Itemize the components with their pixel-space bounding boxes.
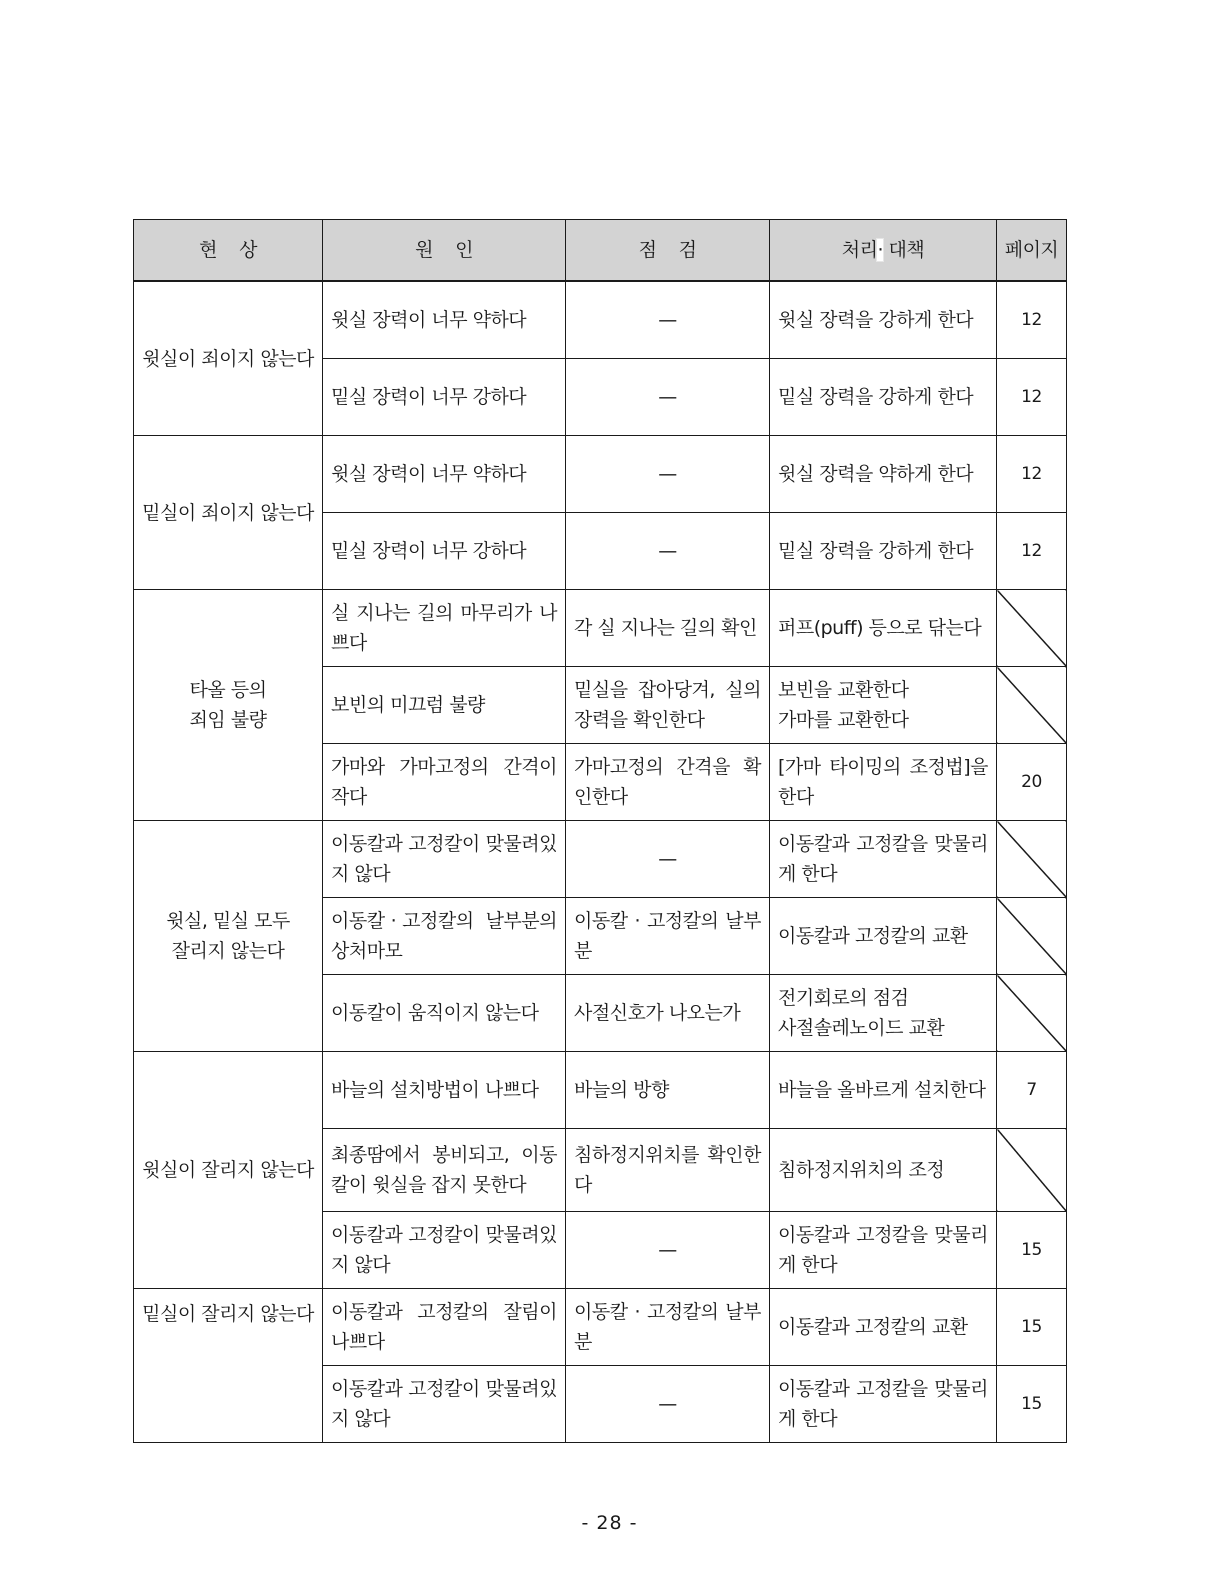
remedy-cell [770, 359, 997, 436]
check-cell: — [566, 821, 770, 898]
cause-cell: 이동칼과 고정칼이 맞물려있지 않다 [323, 821, 566, 898]
table-row [134, 1289, 1067, 1366]
cause-cell: 이동칼 · 고정칼의 날부분의 상처마모 [323, 898, 566, 975]
cause-cell: 바늘의 설치방법이 나쁘다 [323, 1052, 566, 1129]
check-cell: — [566, 436, 770, 513]
remedy-text: 밑실 장력을 강하게 한다 [778, 386, 974, 408]
group-phenomenon-line1: 타올 등의 [189, 679, 267, 701]
check-cell: 바늘의 방향 [566, 1052, 770, 1129]
page-cell: 7 [997, 1052, 1067, 1129]
page-cell: 20 [997, 744, 1067, 821]
page-cell: 12 [997, 436, 1067, 513]
remedy-cell: 이동칼과 고정칼을 맞물리게 한다 [770, 1366, 997, 1443]
troubleshooting-table [133, 219, 1067, 1443]
cause-cell: 윗실 장력이 너무 약하다 [323, 436, 566, 513]
remedy-cell [770, 975, 997, 1052]
check-cell: — [566, 1366, 770, 1443]
check-cell: 침하정지위치를 확인한다 [566, 1129, 770, 1212]
group-phenomenon: 윗실이 죄이지 않는다 [134, 281, 323, 436]
table-row [134, 590, 1067, 667]
table-row [134, 821, 1067, 898]
cause-cell: 가마와 가마고정의 간격이 작다 [323, 744, 566, 821]
remedy-cell: 이동칼과 고정칼을 맞물리게 한다 [770, 821, 997, 898]
remedy-text: 윗실 장력을 강하게 한다 [778, 309, 974, 331]
page-number: - 28 - [581, 1512, 638, 1534]
check-cell: — [566, 359, 770, 436]
cause-cell: 윗실 장력이 너무 약하다 [323, 281, 566, 359]
table-header-row [134, 220, 1067, 282]
cause-cell: 이동칼이 움직이지 않는다 [323, 975, 566, 1052]
remedy-cell: 이동칼과 고정칼을 맞물리게 한다 [770, 1212, 997, 1289]
cause-cell: 이동칼과 고정칼이 맞물려있지 않다 [323, 1212, 566, 1289]
page-cell: 12 [997, 513, 1067, 590]
remedy-cell: 퍼프(puff) 등으로 닦는다 [770, 590, 997, 667]
check-cell: 각 실 지나는 길의 확인 [566, 590, 770, 667]
check-cell: 이동칼 · 고정칼의 날부분 [566, 898, 770, 975]
remedy-line1: 전기회로의 점검 [778, 987, 909, 1009]
header-remedy-dot: · [877, 239, 883, 261]
remedy-cell: 이동칼과 고정칼의 교환 [770, 898, 997, 975]
header-page: 페이지 [997, 220, 1067, 282]
header-check: 점 검 [566, 220, 770, 282]
check-cell: — [566, 1212, 770, 1289]
group-phenomenon: 밑실이 죄이지 않는다 [134, 436, 323, 590]
remedy-line1: 보빈을 교환한다 [778, 679, 909, 701]
table-row [134, 436, 1067, 513]
page-cell: 15 [997, 1212, 1067, 1289]
remedy-cell: 바늘을 올바르게 설치한다 [770, 1052, 997, 1129]
header-cause: 원 인 [323, 220, 566, 282]
page-cell-empty [997, 975, 1067, 1052]
group-phenomenon-line2: 죄임 불량 [189, 709, 267, 731]
page-cell: 15 [997, 1366, 1067, 1443]
cause-cell: 보빈의 미끄럼 불량 [323, 667, 566, 744]
remedy-line2: 가마를 교환한다 [778, 709, 909, 731]
check-cell: — [566, 513, 770, 590]
header-remedy-b: 대책 [883, 239, 925, 261]
group-phenomenon-line1: 윗실, 밑실 모두 [166, 910, 290, 932]
remedy-cell [770, 436, 997, 513]
remedy-cell: [가마 타이밍의 조정법]을 한다 [770, 744, 997, 821]
page-cell: 15 [997, 1289, 1067, 1366]
group-phenomenon [134, 1289, 323, 1443]
check-cell: 밑실을 잡아당겨, 실의 장력을 확인한다 [566, 667, 770, 744]
remedy-cell: 이동칼과 고정칼의 교환 [770, 1289, 997, 1366]
page-cell-empty [997, 821, 1067, 898]
cause-cell: 최종땀에서 봉비되고, 이동칼이 윗실을 잡지 못한다 [323, 1129, 566, 1212]
remedy-line2: 사절솔레노이드 교환 [778, 1017, 945, 1039]
remedy-cell [770, 281, 997, 359]
page-cell: 12 [997, 281, 1067, 359]
header-remedy-a: 처리 [841, 239, 878, 261]
remedy-text: 윗실 장력을 약하게 한다 [778, 463, 974, 485]
table-row [134, 1052, 1067, 1129]
check-cell: — [566, 281, 770, 359]
table-row [134, 281, 1067, 359]
remedy-text: 밑실 장력을 강하게 한다 [778, 540, 974, 562]
group-phenomenon-line2: 잘리지 않는다 [171, 940, 285, 962]
group-phenomenon [134, 821, 323, 1052]
group-phenomenon: 윗실이 잘리지 않는다 [134, 1052, 323, 1289]
cause-cell: 밑실 장력이 너무 강하다 [323, 359, 566, 436]
check-cell: 가마고정의 간격을 확인한다 [566, 744, 770, 821]
page-cell-empty [997, 590, 1067, 667]
remedy-cell [770, 667, 997, 744]
cause-cell: 이동칼과 고정칼이 맞물려있지 않다 [323, 1366, 566, 1443]
header-phenomenon: 현 상 [134, 220, 323, 282]
header-remedy [770, 220, 997, 282]
remedy-cell [770, 513, 997, 590]
page-cell-empty [997, 898, 1067, 975]
cause-cell: 이동칼과 고정칼의 잘림이 나쁘다 [323, 1289, 566, 1366]
cause-cell: 실 지나는 길의 마무리가 나쁘다 [323, 590, 566, 667]
page-cell-empty [997, 1129, 1067, 1212]
cause-cell: 밑실 장력이 너무 강하다 [323, 513, 566, 590]
remedy-cell: 침하정지위치의 조정 [770, 1129, 997, 1212]
check-cell: 사절신호가 나오는가 [566, 975, 770, 1052]
check-cell: 이동칼 · 고정칼의 날부분 [566, 1289, 770, 1366]
page-cell: 12 [997, 359, 1067, 436]
group-phenomenon [134, 590, 323, 821]
page-cell-empty [997, 667, 1067, 744]
group-phenomenon-text: 밑실이 잘리지 않는다 [142, 1303, 314, 1325]
